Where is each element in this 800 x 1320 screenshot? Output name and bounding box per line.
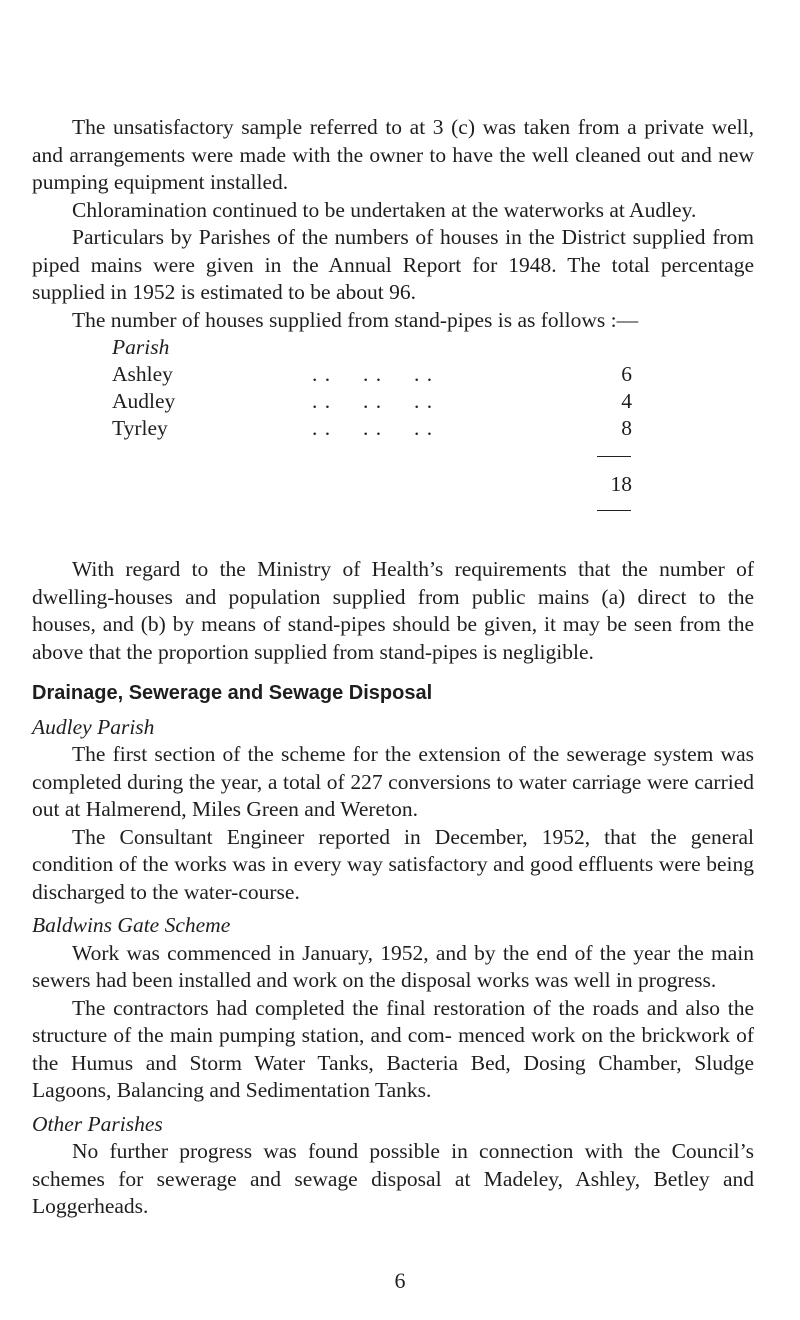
section-heading: Drainage, Sewerage and Sewage Disposal [32, 682, 433, 704]
stand-pipes-table [32, 334, 754, 556]
parish-name: Tyrley [112, 416, 168, 440]
paragraph-chloramination: Chloramination continued to be undertaken at the waterworks at Audley. [72, 197, 697, 222]
subheading-audley-parish: Audley Parish [32, 714, 155, 739]
house-count: 4 [621, 389, 632, 413]
table-header-parish: Parish [112, 335, 170, 359]
paragraph-piped-mains: Particulars by Parishes of the numbers of houses in the District supplied from piped mains were given in the Annual Report for 1948. The total percentage supplied in 1952 is estimated to be about 96. [32, 225, 754, 304]
leader-dots: . . . . . . [312, 389, 434, 413]
subheading-other-parishes: Other Parishes [32, 1111, 163, 1136]
leader-dots: . . . . . . [312, 416, 434, 440]
text-column [32, 114, 754, 1221]
paragraph-audley-first-section: The first section of the scheme for the extension of the sewerage system was completed during the year, a total of 227 conversions to water carriage were carried out at Halmerend, Miles Green and Wereton. [32, 742, 754, 821]
paragraph-other-parishes: No further progress was found possible in connection with the Council’s schemes for sewerage and sewage disposal at Madeley, Ashley, Betley and Loggerheads. [32, 1139, 754, 1218]
subheading-baldwins-gate: Baldwins Gate Scheme [32, 913, 231, 937]
page-number: 6 [394, 1268, 406, 1293]
table-row [112, 361, 632, 388]
house-count: 8 [621, 416, 632, 440]
table-row [112, 415, 632, 442]
total-rule-bottom [597, 510, 631, 511]
paragraph-audley-engineer-report: The Consultant Engineer reported in December, 1952, that the general condition of the works was in every way satisfactory and good effluents were being discharged to the water-course. [32, 824, 754, 904]
house-count: 6 [621, 362, 632, 386]
paragraph-stand-pipes-intro: The number of houses supplied from stand-pipes is as follows :— [72, 307, 639, 332]
paragraph-baldwins-contractors: The contractors had completed the final restoration of the roads and also the structure of the main pumping station, and com- menced work on the brickwork of the Humus and Storm Water Tanks, Bacteria Bed, Dosing Chamber, Sludge Lagoons, Balancing and Sedimentation Tanks. [32, 995, 754, 1102]
table-row [112, 388, 632, 415]
paragraph-baldwins-work: Work was commenced in January, 1952, and by the end of the year the main sewers had been installed and work on the disposal works was well in progress. [32, 940, 754, 992]
parish-name: Ashley [112, 362, 173, 386]
table-total: 18 [610, 472, 632, 496]
total-rule-top [597, 456, 631, 457]
parish-name: Audley [112, 389, 176, 413]
leader-dots: . . . . . . [312, 362, 434, 386]
paragraph-well-sample: The unsatisfactory sample referred to at 3 (c) was taken from a private well, and arrangements were made with the owner to have the well cleaned out and new pumping equipment installed. [32, 115, 754, 194]
paragraph-ministry-requirements: With regard to the Ministry of Health’s requirements that the number of dwelling-houses and population supplied from public mains (a) direct to the houses, and (b) by means of stand-pipes should be given, it may be seen from the above that the proportion supplied from stand-pipes is negligible. [32, 557, 754, 664]
